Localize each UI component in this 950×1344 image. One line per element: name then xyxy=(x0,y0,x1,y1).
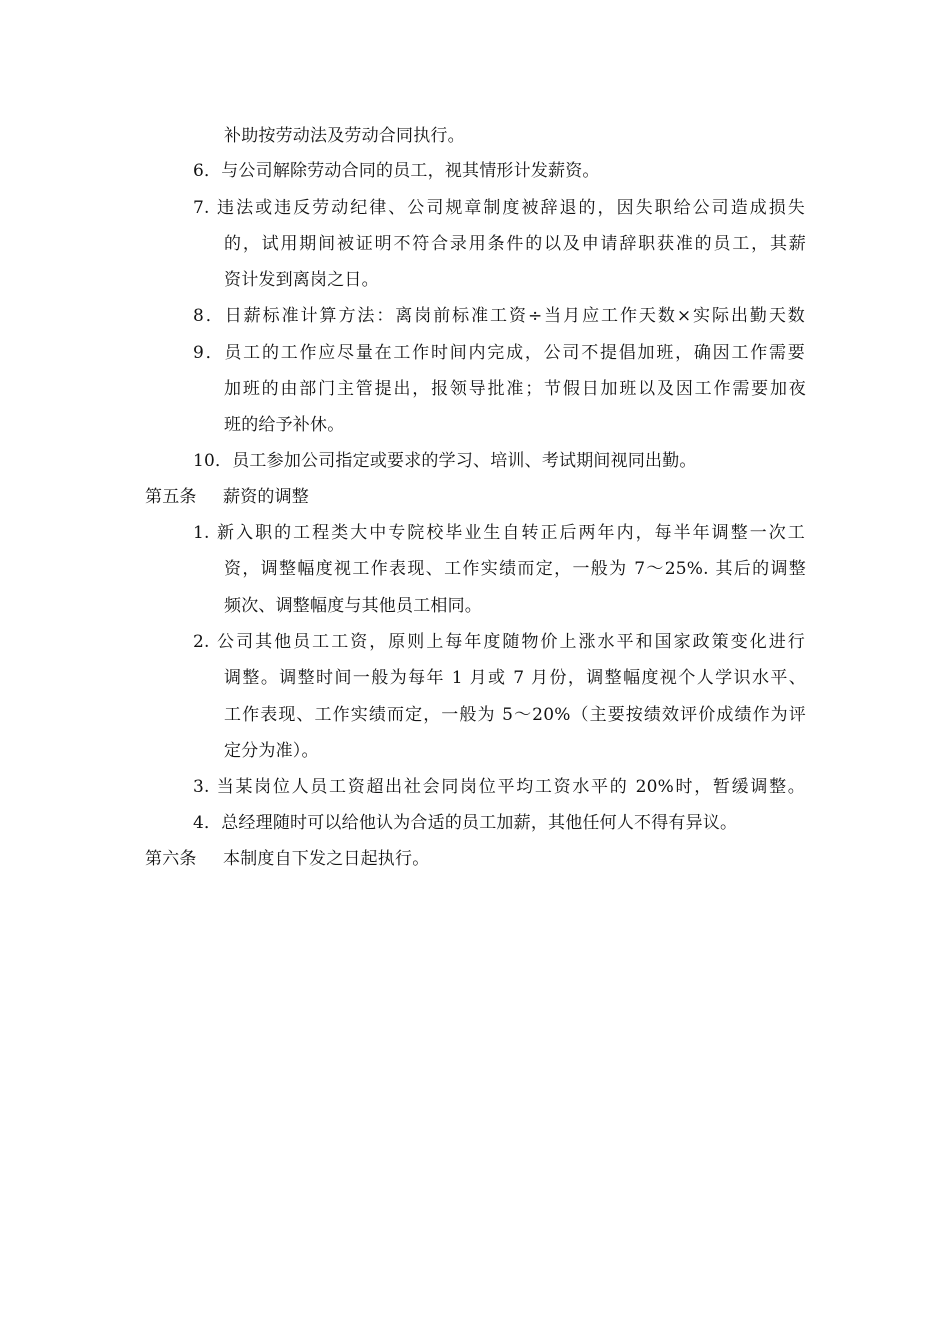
adjust-clause-2-line-2: 调整。调整时间一般为每年 1 月或 7 月份，调整幅度视个人学识水平、 xyxy=(224,668,806,688)
article-6-number: 第六条 xyxy=(145,849,197,869)
adjust-clause-3: 3. 当某岗位人员工资超出社会同岗位平均工资水平的 20%时，暂缓调整。 xyxy=(193,777,805,797)
clause-5-continuation: 补助按劳动法及劳动合同执行。 xyxy=(224,126,465,146)
article-5-title: 薪资的调整 xyxy=(223,487,309,507)
adjust-clause-1-line-1: 1. 新入职的工程类大中专院校毕业生自转正后两年内，每半年调整一次工 xyxy=(193,523,805,543)
clause-6: 6．与公司解除劳动合同的员工，视其情形计发薪资。 xyxy=(193,161,600,181)
clause-9-line-3: 班的给予补休。 xyxy=(224,415,345,435)
adjust-clause-2-line-3: 工作表现、工作实绩而定，一般为 5～20%（主要按绩效评价成绩作为评 xyxy=(224,705,806,725)
adjust-clause-2-line-1: 2. 公司其他员工工资，原则上每年度随物价上涨水平和国家政策变化进行 xyxy=(193,632,805,652)
clause-10: 10．员工参加公司指定或要求的学习、培训、考试期间视同出勤。 xyxy=(193,451,697,471)
adjust-clause-1-line-3: 频次、调整幅度与其他员工相同。 xyxy=(224,596,482,616)
article-5-number: 第五条 xyxy=(145,487,197,507)
adjust-clause-4: 4．总经理随时可以给他认为合适的员工加薪，其他任何人不得有异议。 xyxy=(193,813,738,833)
adjust-clause-1-line-2: 资，调整幅度视工作表现、工作实绩而定，一般为 7～25%. 其后的调整 xyxy=(224,559,806,579)
clause-9-line-2: 加班的由部门主管提出，报领导批准；节假日加班以及因工作需要加夜 xyxy=(224,379,806,399)
clause-7-line-2: 的，试用期间被证明不符合录用条件的以及申请辞职获准的员工，其薪 xyxy=(224,234,806,254)
clause-7-line-1: 7. 违法或违反劳动纪律、公司规章制度被辞退的，因失职给公司造成损失 xyxy=(193,198,805,218)
clause-9-line-1: 9．员工的工作应尽量在工作时间内完成，公司不提倡加班，确因工作需要 xyxy=(193,343,805,363)
adjust-clause-2-line-4: 定分为准）。 xyxy=(224,741,319,761)
clause-8: 8．日薪标准计算方法：离岗前标准工资÷当月应工作天数×实际出勤天数 xyxy=(193,306,805,326)
clause-7-line-3: 资计发到离岗之日。 xyxy=(224,270,379,290)
article-6 xyxy=(145,848,429,870)
article-6-text: 本制度自下发之日起执行。 xyxy=(223,849,430,869)
article-5-heading xyxy=(145,486,309,508)
